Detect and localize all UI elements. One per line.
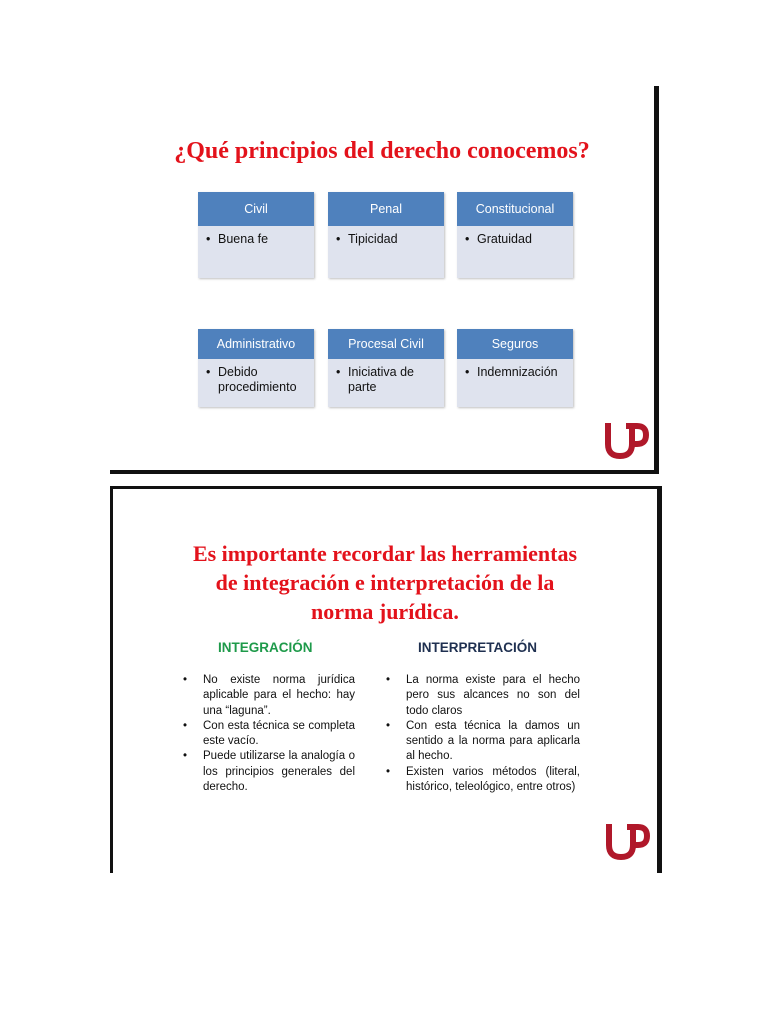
card-civil: Civil • Buena fe: [198, 192, 314, 278]
card-header: Administrativo: [198, 329, 314, 359]
list-item: • Existen varios métodos (literal, histórico, teleológico, entre otros): [386, 765, 580, 794]
card-header: Constitucional: [457, 192, 573, 226]
slide-title: ¿Qué principios del derecho conocemos?: [174, 138, 590, 164]
card-item: Iniciativa de parte: [348, 365, 415, 394]
card-header: Penal: [328, 192, 444, 226]
up-logo-icon: [604, 422, 650, 462]
card-procesal-civil: Procesal Civil • Iniciativa de parte: [328, 329, 444, 407]
card-item: Indemnización: [477, 365, 558, 379]
card-header: Procesal Civil: [328, 329, 444, 359]
card-administrativo: Administrativo • Debido procedimiento: [198, 329, 314, 407]
card-item: Tipicidad: [348, 232, 398, 246]
slide-title: Es importante recordar las herramientas de integración e interpretación de la norma jurídica.: [192, 541, 578, 624]
card-header: Seguros: [457, 329, 573, 359]
card-header: Civil: [198, 192, 314, 226]
interpretacion-heading: INTERPRETACIÓN: [418, 640, 538, 655]
slide-principios: [110, 86, 659, 474]
card-item: Gratuidad: [477, 232, 532, 246]
up-logo-icon: [605, 823, 651, 863]
list-item: • La norma existe para el hecho pero sus alcances no son del todo claros: [386, 674, 580, 717]
integracion-heading: INTEGRACIÓN: [218, 640, 313, 655]
card-seguros: Seguros • Indemnización: [457, 329, 573, 407]
slide-herramientas: [110, 486, 662, 873]
card-constitucional: Constitucional • Gratuidad: [457, 192, 573, 278]
card-penal: Penal • Tipicidad: [328, 192, 444, 278]
list-item: • Con esta técnica la damos un sentido a la norma para aplicarla al hecho.: [386, 719, 580, 763]
integracion-list: [183, 673, 355, 795]
list-item: • Puede utilizarse la analogía o los principios generales del derecho.: [183, 750, 355, 794]
list-item: • No existe norma jurídica aplicable para el hecho: hay una “laguna”.: [183, 674, 355, 717]
list-item: • Con esta técnica se completa este vacío.: [183, 719, 355, 748]
interpretacion-list: [386, 673, 580, 795]
card-item: Debido procedimiento: [218, 365, 297, 394]
card-item: Buena fe: [218, 232, 269, 246]
